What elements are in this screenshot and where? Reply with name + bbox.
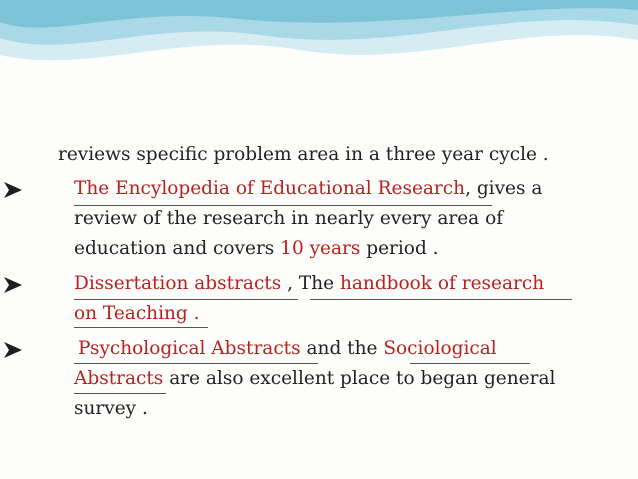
underline-blank: [74, 363, 318, 364]
bullet1-line2: review of the research in nearly every area of: [74, 208, 504, 229]
dissertation-abstracts: Dissertation abstracts: [74, 273, 288, 294]
underline-blank: [74, 205, 492, 206]
arrow-right-icon: [2, 339, 24, 361]
bullet3-line1: Psychological Abstracts and the Sociological: [78, 338, 497, 359]
underline-blank: [410, 363, 530, 364]
bullet3-line2: Abstracts are also excellent place to began general: [74, 368, 556, 389]
handbook-title: handbook of research: [339, 273, 545, 294]
arrow-right-icon: [2, 179, 24, 201]
intro-line: reviews specific problem area in a three year cycle .: [58, 144, 549, 165]
underline-blank: [74, 299, 298, 300]
sociological: Sociological: [383, 338, 497, 359]
arrow-right-icon: [2, 274, 24, 296]
encyclopedia-title: The Encylopedia of Educational Research: [74, 178, 466, 199]
on-teaching: on Teaching: [74, 303, 194, 324]
psychological-abstracts: Psychological Abstracts: [78, 338, 307, 359]
bullet3-line3: survey .: [74, 398, 148, 419]
bullet1-line3: education and covers 10 years period .: [74, 238, 439, 259]
underline-blank: [310, 299, 572, 300]
underline-blank: [74, 393, 166, 394]
ten-years-highlight: 10 years: [280, 238, 361, 259]
underline-blank: [74, 327, 208, 328]
bullet2-line1: Dissertation abstracts , The handbook of research: [74, 273, 545, 294]
bullet2-line2: on Teaching .: [74, 303, 200, 324]
bullet1-line1: The Encylopedia of Educational Research, gives a: [74, 178, 543, 199]
abstracts: Abstracts: [74, 368, 170, 389]
